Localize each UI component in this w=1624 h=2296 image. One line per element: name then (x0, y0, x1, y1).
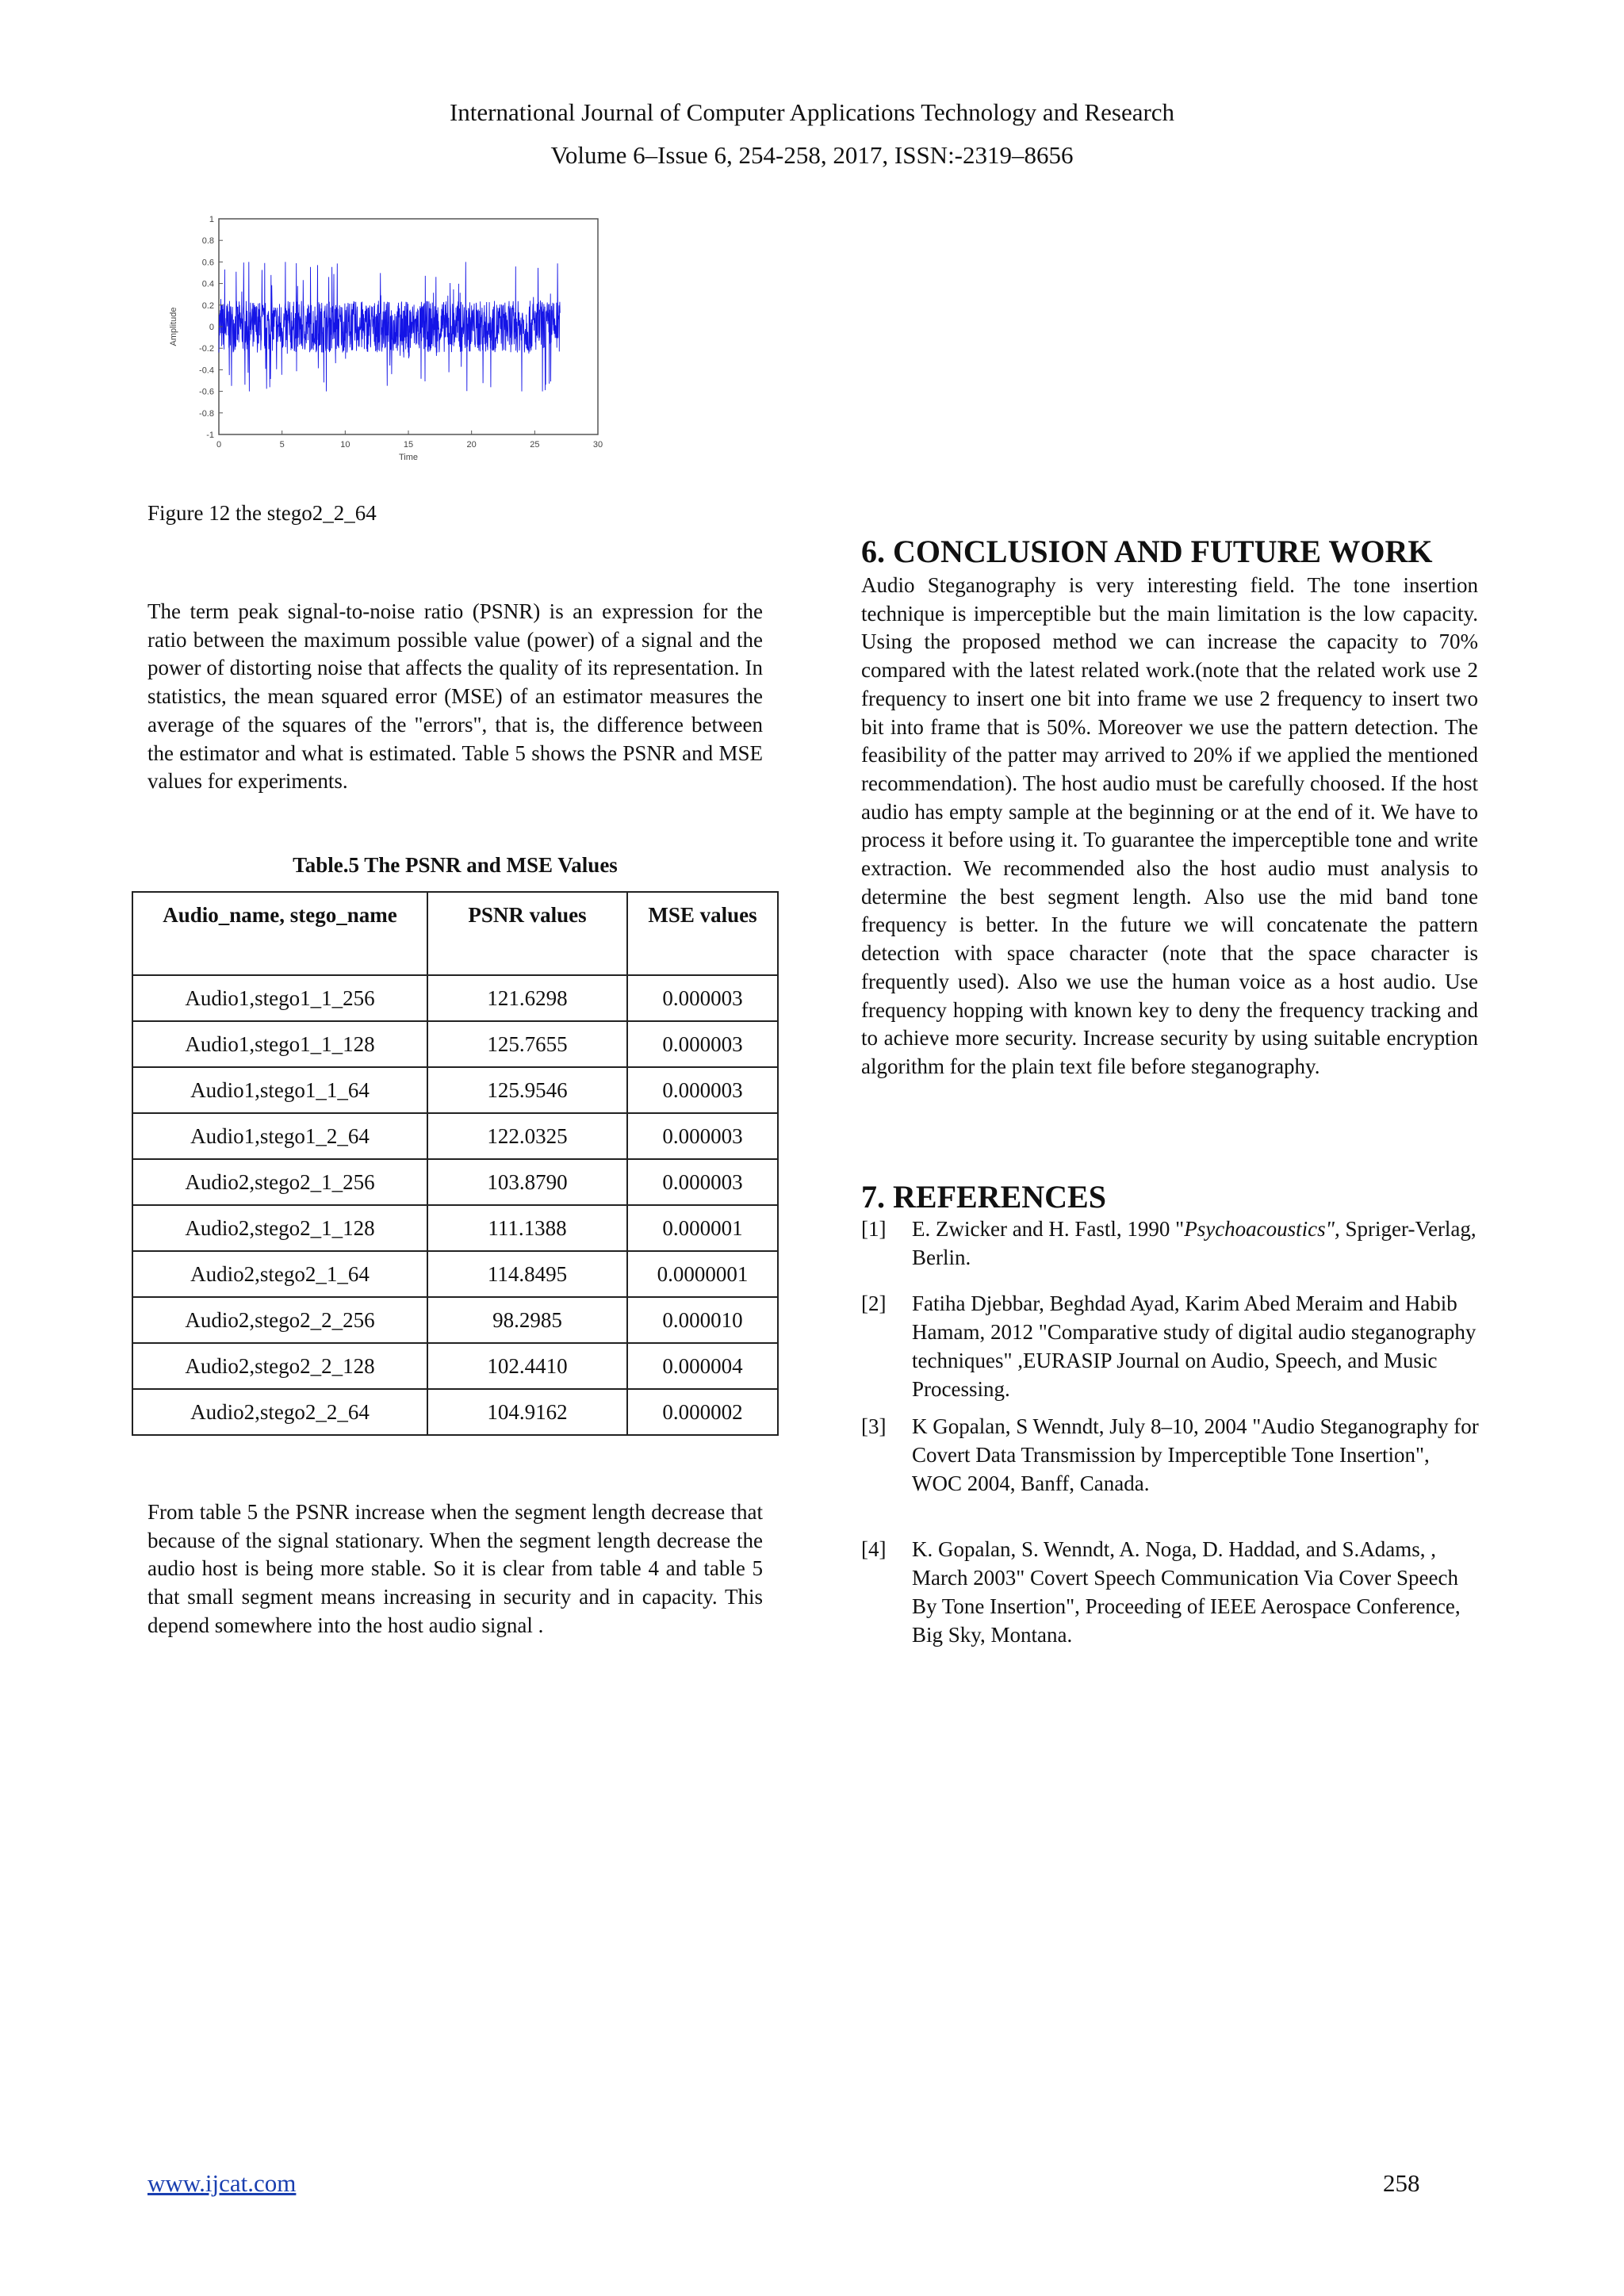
y-tick-label: -0.6 (199, 387, 214, 397)
cell-psnr: 122.0325 (427, 1113, 627, 1159)
x-tick-label: 25 (530, 440, 540, 450)
cell-psnr: 98.2985 (427, 1297, 627, 1343)
cell-audio-name: Audio1,stego1_1_256 (132, 975, 427, 1021)
cell-mse: 0.000003 (627, 975, 778, 1021)
reference-text: Fatiha Djebbar, Beghdad Ayad, Karim Abed Meraim and Habib Hamam, 2012 "Comparative study of digital audio steganography techniques" ,EURASIP Journal on Audio, Speech, and Music Processing. (912, 1292, 1477, 1401)
reference-text: K Gopalan, S Wenndt, July 8–10, 2004 "Audio Steganography for Covert Data Transmission by Imperceptible Tone Insertion", WOC 2004, Banff, Canada. (912, 1414, 1479, 1495)
cell-psnr: 114.8495 (427, 1251, 627, 1297)
table-row (132, 1205, 778, 1251)
table-row (132, 1389, 778, 1435)
reference-number: [1] (861, 1217, 887, 1241)
x-tick-label: 0 (216, 440, 222, 450)
reference-text: E. Zwicker and H. Fastl, 1990 "Psychoacoustics", Spriger-Verlag, Berlin. (912, 1217, 1477, 1269)
cell-psnr: 125.7655 (427, 1021, 627, 1067)
section-6-text: Audio Steganography is very interesting field. The tone insertion technique is imperceptible but the main limitation is the low capacity. Using the proposed method we can increase the capacity to 70% compared with the latest related work.(note that the related work use 2 frequency to insert one bit into frame we use 2 frequency to insert two bit into frame that is 50%. Moreover we use the pattern detection. The feasibility of the patter may arrived to 20% if we applied the mentioned recommendation). The host audio must be carefully choosed. If the host audio has empty sample at the beginning or at the end of it. We have to process it before using it. To guarantee the imperceptible tone and write extraction. We recommended also the host audio must analysis to determine the best segment length. Also use the mid band tone frequency is better. In the future we will concatenate the pattern detection with space character (note that the space character is frequently used). Also we use the human voice as a host audio. Use frequency hopping with known key to deny the frequency tracking and to achieve more security. Increase security by using suitable encryption algorithm for the plain text file before steganography. (861, 573, 1478, 1078)
cell-mse: 0.0000001 (627, 1251, 778, 1297)
conclusion-paragraph-left: From table 5 the PSNR increase when the segment length decrease that because of the signal stationary. When the segment length decrease the audio host is being more stable. So it is clear from table 4 and table 5 that small segment means increasing in security and in capacity. This depend somewhere into the host audio signal . (147, 1500, 763, 1637)
cell-audio-name: Audio2,stego2_1_64 (132, 1251, 427, 1297)
y-tick-label: -0.8 (199, 408, 214, 419)
reference-text: K. Gopalan, S. Wenndt, A. Noga, D. Haddad, and S.Adams, , March 2003" Covert Speech Communication Via Cover Speech By Tone Insertion", Proceeding of IEEE Aerospace Conference, Big Sky, Montana. (912, 1537, 1461, 1647)
cell-mse: 0.000001 (627, 1205, 778, 1251)
table-row (132, 1067, 778, 1113)
reference-item (861, 1289, 1480, 1403)
reference-item (861, 1412, 1480, 1498)
cell-audio-name: Audio1,stego1_2_64 (132, 1113, 427, 1159)
figure-caption: Figure 12 the stego2_2_64 (147, 501, 377, 525)
y-axis-label: Amplitude (169, 307, 178, 346)
psnr-paragraph: The term peak signal-to-noise ratio (PSNR) is an expression for the ratio between the maximum possible value (power) of a signal and the power of distorting noise that affects the quality of its representation. In statistics, the mean squared error (MSE) of an estimator measures the average of the squares of the "errors", that is, the difference between the estimator and what is estimated. Table 5 shows the PSNR and MSE values for experiments. (147, 599, 763, 794)
x-tick-label: 30 (592, 440, 603, 450)
y-tick-label: 0.2 (201, 300, 214, 311)
table-row (132, 1113, 778, 1159)
cell-audio-name: Audio2,stego2_2_128 (132, 1343, 427, 1389)
cell-psnr: 121.6298 (427, 975, 627, 1021)
cell-mse: 0.000003 (627, 1113, 778, 1159)
y-tick-label: -1 (206, 430, 214, 440)
x-tick-label: 15 (403, 440, 414, 450)
table-title: Table.5 The PSNR and MSE Values (293, 853, 618, 877)
x-tick-label: 5 (279, 440, 285, 450)
y-tick-label: 0 (209, 323, 214, 332)
section-6-title: 6. CONCLUSION AND FUTURE WORK (861, 534, 1433, 569)
cell-mse: 0.000003 (627, 1067, 778, 1113)
journal-title: International Journal of Computer Applications Technology and Research (449, 98, 1175, 126)
reference-item (861, 1535, 1480, 1649)
cell-mse: 0.000010 (627, 1297, 778, 1343)
psnr-mse-table (132, 891, 779, 1436)
table-row (132, 1251, 778, 1297)
y-tick-label: 0.6 (201, 258, 214, 268)
y-tick-label: 0.4 (201, 279, 214, 289)
cell-mse: 0.000004 (627, 1343, 778, 1389)
journal-volume: Volume 6–Issue 6, 254-258, 2017, ISSN:-2319–8656 (550, 141, 1074, 169)
reference-number: [4] (861, 1537, 887, 1561)
cell-psnr: 111.1388 (427, 1205, 627, 1251)
cell-audio-name: Audio2,stego2_1_128 (132, 1205, 427, 1251)
table-header-row (132, 892, 778, 975)
y-tick-label: -0.4 (199, 365, 214, 376)
reference-number: [2] (861, 1292, 887, 1315)
cell-psnr: 102.4410 (427, 1343, 627, 1389)
footer-website-link[interactable]: www.ijcat.com (147, 2169, 297, 2197)
reference-item (861, 1215, 1480, 1272)
x-tick-label: 20 (466, 440, 477, 450)
table-row (132, 1297, 778, 1343)
table-row (132, 1343, 778, 1389)
cell-mse: 0.000002 (627, 1389, 778, 1435)
y-tick-label: 0.8 (201, 236, 214, 247)
cell-audio-name: Audio2,stego2_2_256 (132, 1297, 427, 1343)
cell-audio-name: Audio1,stego1_1_64 (132, 1067, 427, 1113)
column-header-mse: MSE values (627, 892, 778, 975)
table-row (132, 1021, 778, 1067)
cell-psnr: 103.8790 (427, 1159, 627, 1205)
cell-psnr: 125.9546 (427, 1067, 627, 1113)
cell-psnr: 104.9162 (427, 1389, 627, 1435)
column-header-psnr: PSNR values (427, 892, 627, 975)
y-tick-label: 1 (209, 215, 214, 224)
cell-audio-name: Audio2,stego2_1_256 (132, 1159, 427, 1205)
table-row (132, 975, 778, 1021)
table-body (132, 975, 778, 1435)
cell-audio-name: Audio2,stego2_2_64 (132, 1389, 427, 1435)
x-axis-label: Time (398, 453, 419, 462)
page-number: 258 (1383, 2169, 1420, 2197)
section-7-title: 7. REFERENCES (861, 1179, 1106, 1215)
column-header-audio-name: Audio_name, stego_name (132, 892, 427, 975)
waveform-figure (152, 208, 612, 469)
x-tick-label: 10 (340, 440, 350, 450)
cell-mse: 0.000003 (627, 1021, 778, 1067)
cell-mse: 0.000003 (627, 1159, 778, 1205)
cell-audio-name: Audio1,stego1_1_128 (132, 1021, 427, 1067)
reference-number: [3] (861, 1414, 887, 1438)
table-row (132, 1159, 778, 1205)
y-tick-label: -0.2 (199, 344, 214, 354)
